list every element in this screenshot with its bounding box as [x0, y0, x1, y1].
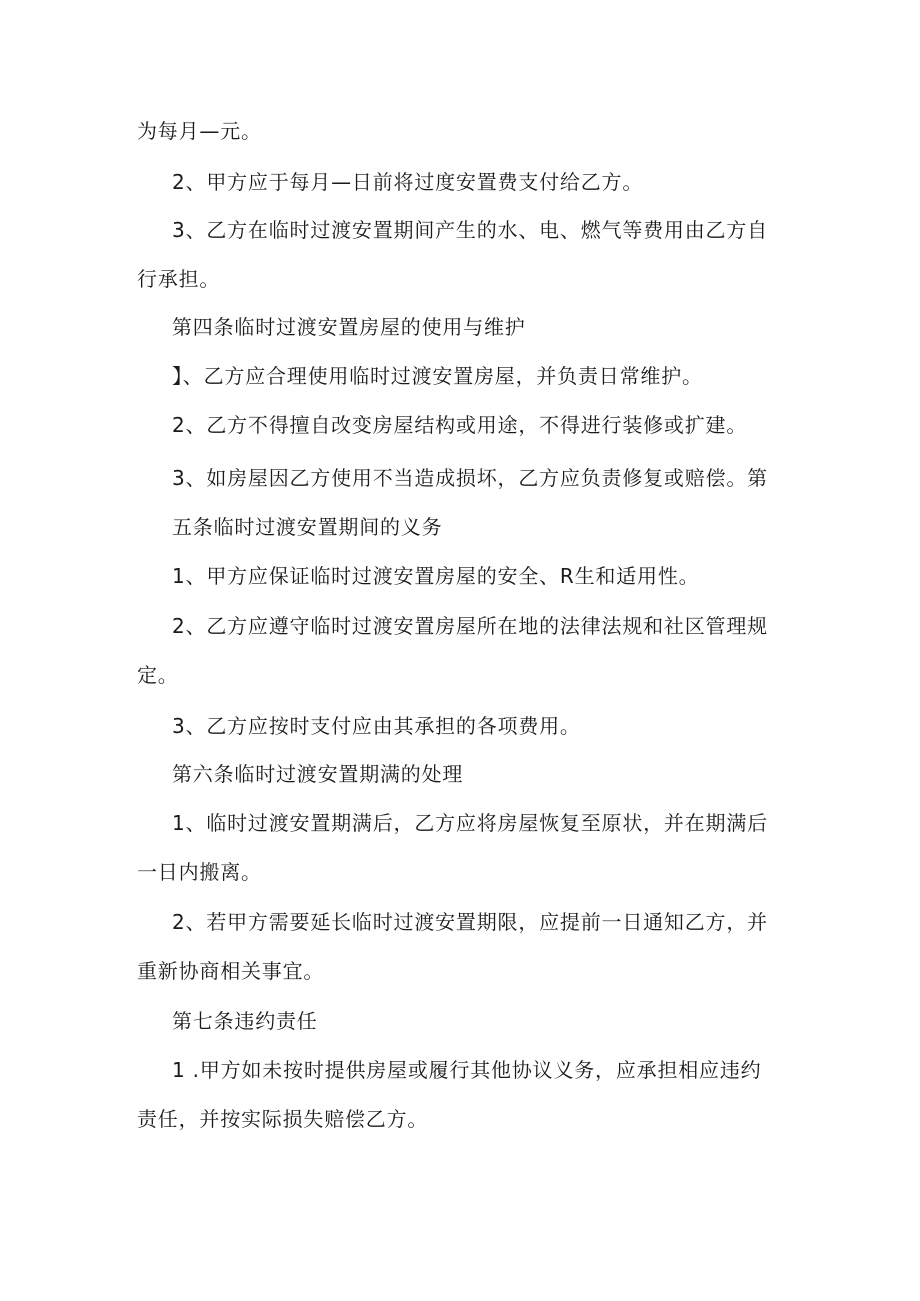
text-line: 2、甲方应于每月—日前将过度安置费支付给乙方。 — [172, 170, 644, 194]
text-line: 2、乙方应遵守临时过渡安置房屋所在地的法律法规和社区管理规 — [172, 614, 768, 638]
text-line: 3、乙方在临时过渡安置期间产生的水、电、燃气等费用由乙方自 — [172, 218, 768, 242]
text-line: 行承担。 — [137, 267, 221, 291]
section-heading: 第七条违约责任 — [172, 1009, 318, 1033]
text-line: 3、乙方应按时支付应由其承担的各项费用。 — [172, 714, 581, 738]
text-line: 为每月—元。 — [137, 119, 262, 143]
text-line: 】、乙方应合理使用临时过渡安置房屋，并负责日常维护。 — [172, 364, 703, 388]
section-heading: 五条临时过渡安置期间的义务 — [172, 515, 443, 539]
section-heading: 第六条临时过渡安置期满的处理 — [172, 762, 464, 786]
text-line: 2、乙方不得擅自改变房屋结构或用途，不得进行装修或扩建。 — [172, 413, 748, 437]
text-line: 定。 — [137, 663, 179, 687]
text-line: 重新协商相关事宜。 — [137, 959, 325, 983]
text-line: 一日内搬离。 — [137, 860, 262, 884]
text-line: 责任，并按实际损失赔偿乙方。 — [137, 1107, 429, 1131]
text-line: 2、若甲方需要延长临时过渡安置期限，应提前一日通知乙方，并 — [172, 910, 768, 934]
section-heading: 第四条临时过渡安置房屋的使用与维护 — [172, 315, 526, 339]
text-line: 1、临时过渡安置期满后，乙方应将房屋恢复至原状，并在期满后 — [172, 811, 768, 835]
text-line: 1、甲方应保证临时过渡安置房屋的安全、R生和适用性。 — [172, 564, 700, 588]
text-line: 1 .甲方如未按时提供房屋或履行其他协议义务，应承担相应违约 — [172, 1058, 762, 1082]
text-line: 3、如房屋因乙方使用不当造成损坏，乙方应负责修复或赔偿。第 — [172, 466, 768, 490]
